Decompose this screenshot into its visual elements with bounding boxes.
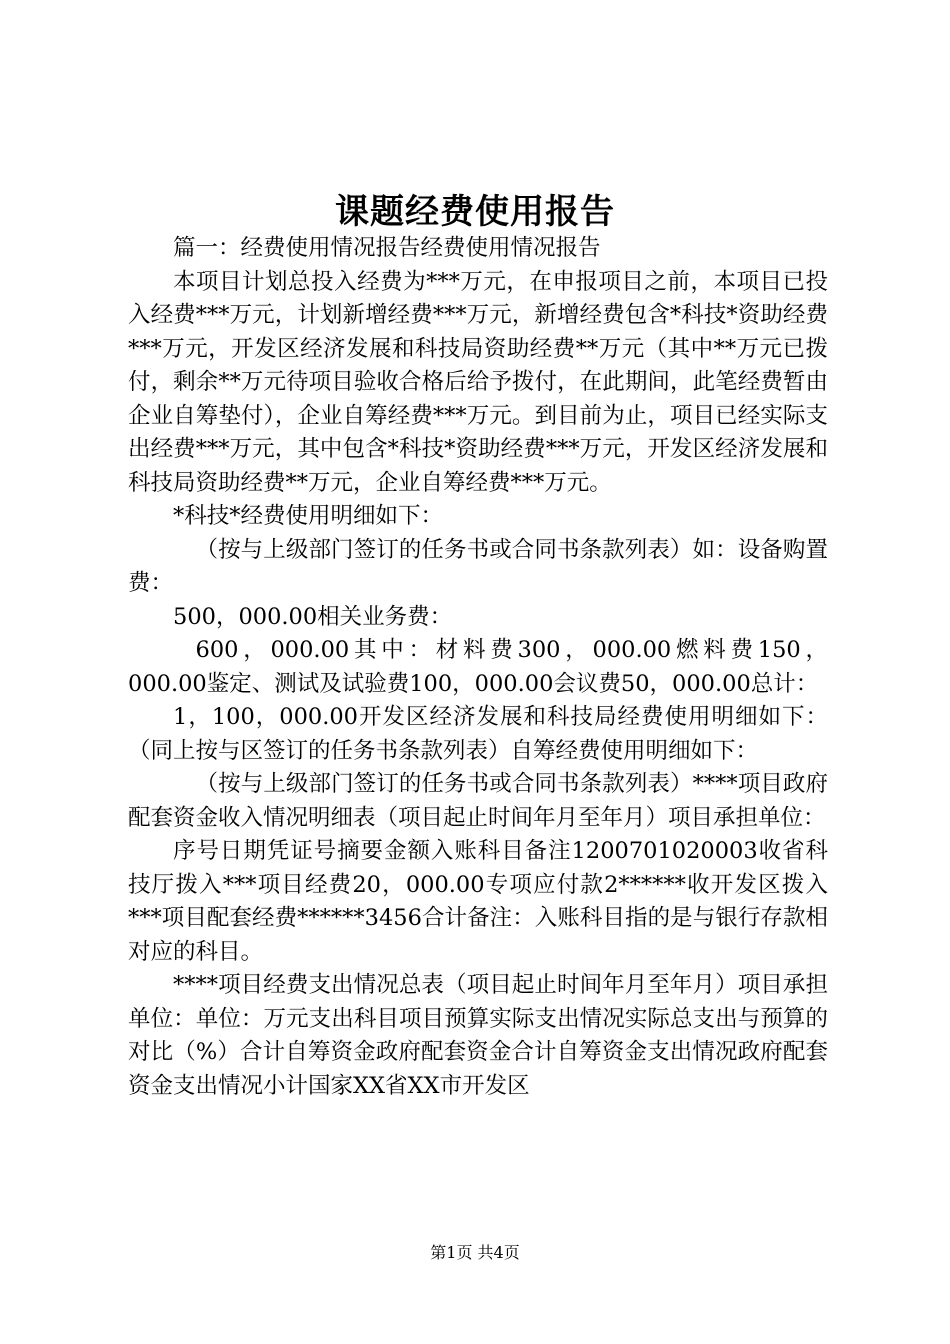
paragraph-tech-detail-heading: *科技*经费使用明细如下： — [173, 503, 444, 529]
document-title: 课题经费使用报告 — [335, 192, 615, 232]
paragraph-heading: 篇一：经费使用情况报告经费使用情况报告 — [173, 235, 601, 261]
paragraph-ledger: 序号日期凭证号摘要金额入账科目备注1200701020003收省科技厅拨入***项目经费20，000.00专项应付款2******收开发区拨入***项目配套经费******3456合计备注：入账科目指的是与银行存款相对应的科目。 — [128, 838, 828, 965]
paragraph-equipment: （按与上级部门签订的任务书或合同书条款列表）如：设备购置费： — [128, 536, 828, 596]
paragraph-expense-summary: ****项目经费支出情况总表（项目起止时间年月至年月）项目承担单位：单位：万元支出科目项目预算实际支出情况实际总支出与预算的对比（%）合计自筹资金政府配套资金合计自筹资金支出情况政府配套资金支出情况小计国家XX省XX市开发区 — [128, 972, 828, 1099]
paragraph-overview: 本项目计划总投入经费为***万元，在申报项目之前，本项目已投入经费***万元，计划新增经费***万元，新增经费包含*科技*资助经费***万元，开发区经济发展和科技局资助经费**万元（其中**万元已拨付，剩余**万元待项目验收合格后给予拨付，在此期间，此笔经费暂由企业自筹垫付），企业自筹经费***万元。到目前为止，项目已经实际支出经费***万元，其中包含*科技*资助经费***万元，开发区经济发展和科技局资助经费**万元，企业自筹经费***万元。 — [128, 268, 828, 496]
document-body — [128, 232, 828, 1103]
paragraph-dev-zone: 1，100，000.00开发区经济发展和科技局经费使用明细如下：（同上按与区签订的任务书条款列表）自筹经费使用明细如下： — [128, 704, 828, 764]
page-footer: 第1页 共4页 — [430, 1243, 520, 1262]
paragraph-business-fee: 500，000.00相关业务费： — [173, 603, 453, 630]
paragraph-breakdown: 600，000.00其中：材料费300，000.00燃料费150，000.00鉴定、测试及试验费100，000.00会议费50，000.00总计： — [128, 637, 828, 697]
paragraph-gov-income: （按与上级部门签订的任务书或合同书条款列表）****项目政府配套资金收入情况明细表（项目起止时间年月至年月）项目承担单位： — [128, 771, 828, 831]
